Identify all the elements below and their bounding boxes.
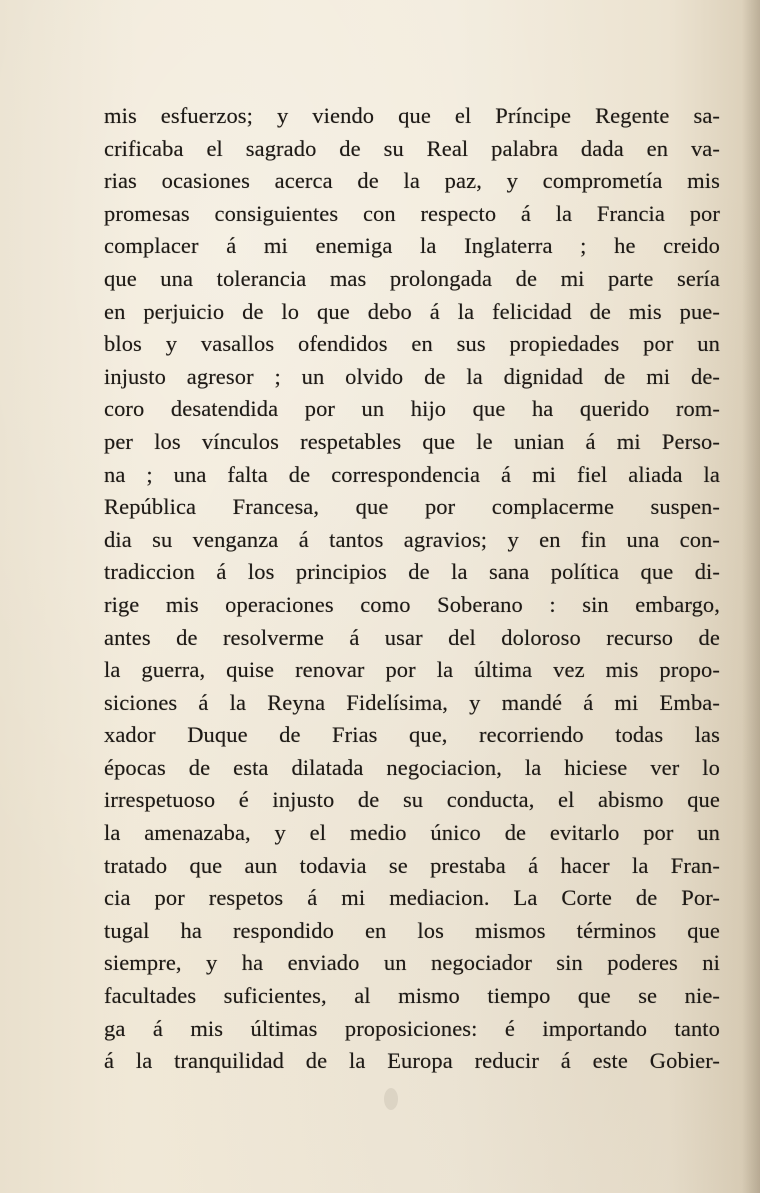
text-line: irrespetuoso é injusto de su conducta, el abismo que — [104, 787, 720, 813]
text-line: á la tranquilidad de la Europa reducir á este Gobier- — [104, 1048, 720, 1074]
page-edge-shadow — [742, 0, 760, 1193]
text-line: coro desatendida por un hijo que ha querido rom- — [104, 396, 720, 422]
body-text — [104, 100, 720, 1078]
text-line: que una tolerancia mas prolongada de mi parte sería — [104, 265, 720, 291]
text-line: na ; una falta de correspondencia á mi fiel aliada la — [104, 461, 720, 487]
text-line: la guerra, quise renovar por la última vez mis propo- — [104, 657, 720, 683]
text-line: blos y vasallos ofendidos en sus propiedades por un — [104, 331, 720, 357]
text-line: complacer á mi enemiga la Inglaterra ; he creido — [104, 233, 720, 259]
text-line: ga á mis últimas proposiciones: é importando tanto — [104, 1015, 720, 1041]
text-line: tratado que aun todavia se prestaba á hacer la Fran- — [104, 852, 720, 878]
text-line: tugal ha respondido en los mismos términos que — [104, 917, 720, 943]
text-line: la amenazaba, y el medio único de evitarlo por un — [104, 820, 720, 846]
text-line: mis esfuerzos; y viendo que el Príncipe Regente sa- — [104, 103, 720, 128]
text-line: siciones á la Reyna Fidelísima, y mandé á mi Emba- — [104, 689, 720, 715]
text-line: dia su venganza á tantos agravios; y en fin una con- — [104, 526, 720, 552]
text-line: antes de resolverme á usar del doloroso recurso de — [104, 624, 720, 650]
text-line: en perjuicio de lo que debo á la felicidad de mis pue- — [104, 298, 720, 324]
text-line: promesas consiguientes con respecto á la Francia por — [104, 200, 720, 226]
ink-stain-mark — [384, 1088, 398, 1110]
text-line: República Francesa, que por complacerme suspen- — [104, 494, 720, 520]
text-line: crificaba el sagrado de su Real palabra dada en va- — [104, 135, 720, 161]
text-line: xador Duque de Frias que, recorriendo todas las — [104, 722, 720, 748]
text-line: épocas de esta dilatada negociacion, la hiciese ver lo — [104, 754, 720, 780]
text-line: tradiccion á los principios de la sana política que di- — [104, 559, 720, 585]
text-line: injusto agresor ; un olvido de la dignidad de mi de- — [104, 363, 720, 389]
text-line: cia por respetos á mi mediacion. La Corte de Por- — [104, 885, 720, 911]
text-line: per los vínculos respetables que le unian á mi Perso- — [104, 428, 720, 454]
text-line: siempre, y ha enviado un negociador sin poderes ni — [104, 950, 720, 976]
text-line: facultades suficientes, al mismo tiempo que se nie- — [104, 983, 720, 1009]
text-line: rige mis operaciones como Soberano : sin embargo, — [104, 591, 720, 617]
text-line: rias ocasiones acerca de la paz, y comprometía mis — [104, 168, 720, 194]
